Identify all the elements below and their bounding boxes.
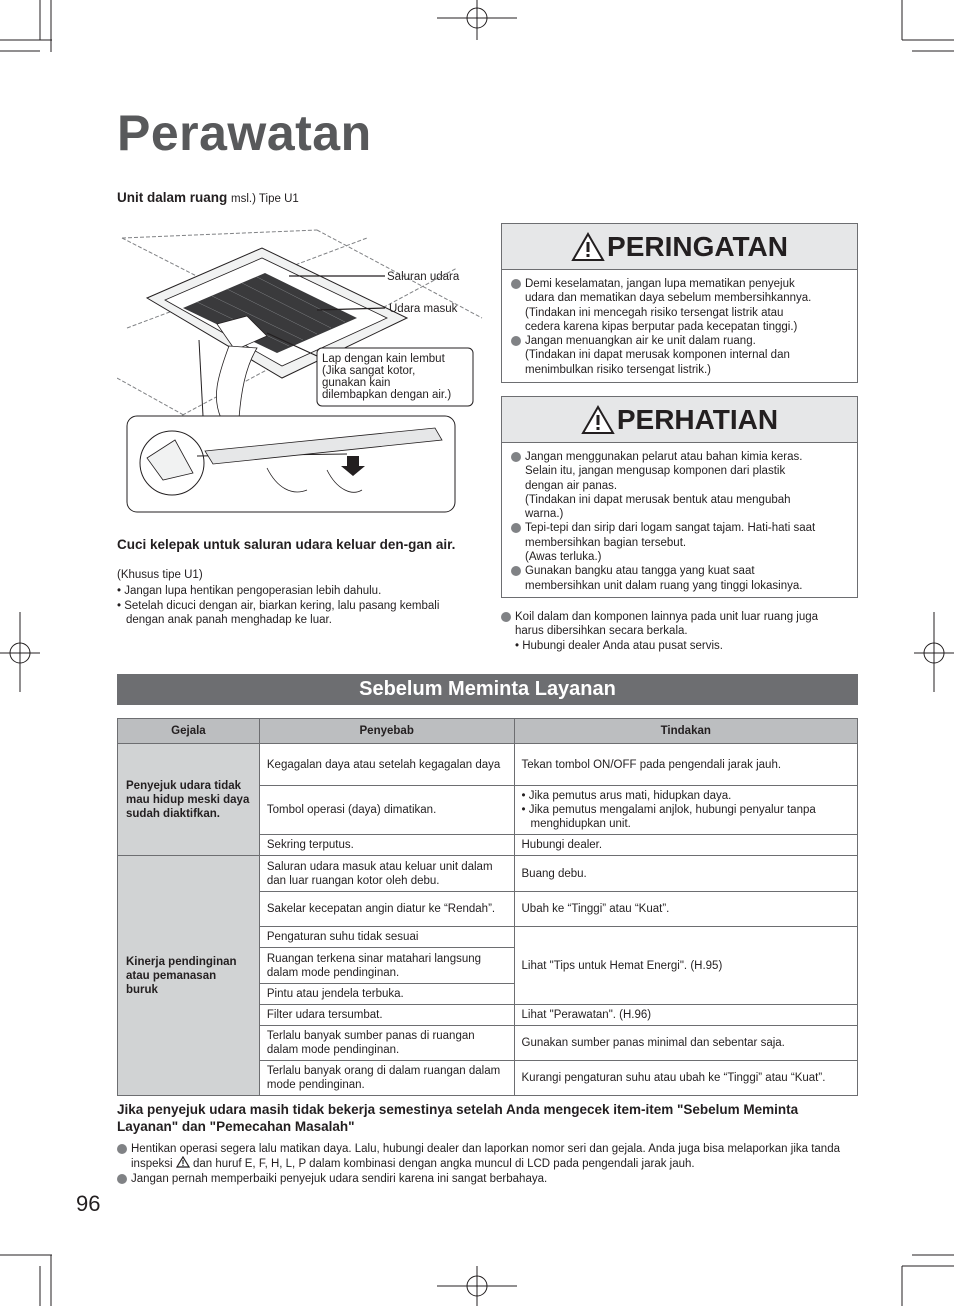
bullet-dot [511,566,521,576]
unit-heading-title: Unit dalam ruang [117,190,228,205]
list-item [511,277,848,334]
line: membersihkan unit dalam ruang yang tinggi lokasinya. [525,579,803,592]
indoor-unit-illustration [117,228,487,518]
table-row [118,856,858,892]
cause-cell: Tombol operasi (daya) dimatikan. [259,786,514,835]
bullet-dot [511,279,521,289]
line: • Hubungi dealer Anda atau pusat servis. [515,639,723,652]
bullet-dot [117,1174,127,1184]
line: (Tindakan ini dapat merusak komponen internal dan [525,349,790,362]
line: harus dibersihkan secara berkala. [515,625,688,638]
line: dengan air panas. [525,479,618,492]
cause-cell: Kegagalan daya atau setelah kegagalan daya [259,744,514,786]
line: Koil dalam dan komponen lainnya pada unit luar ruang juga [515,611,819,623]
symptom-cell: Kinerja pendinginan atau pemanasan buruk [118,856,260,1096]
clean-flap-heading: Cuci kelepak untuk saluran udara keluar den-gan air. [117,537,456,552]
coil-note [501,610,858,653]
caution-header [502,397,857,443]
list-item [117,1172,862,1186]
action-cell: Kurangi pengaturan suhu atau ubah ke “Tinggi” atau “Kuat”. [514,1061,858,1096]
action-line: • Jika pemutus mengalami anjlok, hubungi penyalur tanpa menghidupkan unit. [521,804,816,830]
unit-heading-sub: msl.) Tipe U1 [231,193,299,205]
warning-triangle-icon [571,232,605,262]
label-cloth-1: Lap dengan kain lembut [322,353,445,365]
caution-box [501,396,858,598]
page-title: Perawatan [117,105,372,161]
final-item2: Jangan pernah memperbaiki penyejuk udara sendiri karena ini sangat berbahaya. [131,1172,548,1185]
clean-flap-list [117,584,462,628]
list-item: • Jangan lupa hentikan pengoperasian lebih dahulu. [117,585,382,597]
line: Jangan menggunakan pelarut atau bahan kimia keras. [525,451,803,463]
line: menimbulkan risiko tersengat listrik.) [525,363,711,376]
column-header: Penyebab [259,719,514,744]
list-item [511,521,848,564]
line: Gunakan bangku atau tangga yang kuat saat [525,565,755,578]
table-header-row [118,719,858,744]
warning-header [502,224,857,270]
section-title: Sebelum Meminta Layanan [117,674,858,705]
warning-title: PERINGATAN [607,230,788,262]
line: Selain itu, jangan mengusap komponen dari plastik [525,465,786,478]
list-item [511,564,848,593]
final-list [117,1142,862,1186]
line: (Awas terluka.) [525,551,602,564]
bullet-dot [117,1144,127,1154]
line: Jangan menuangkan air ke unit dalam ruang. [525,335,756,348]
bullet-dot [511,452,521,462]
label-cloth-3: gunakan kain [322,377,391,389]
bullet-dot [501,612,511,622]
action-cell: Gunakan sumber panas minimal dan sebentar saja. [514,1026,858,1061]
column-header: Gejala [118,719,260,744]
page-number: 96 [76,1191,101,1216]
label-cloth-2: (Jika sangat kotor, [322,365,416,377]
cause-cell: Sekring terputus. [259,835,514,856]
final-item1-a: Hentikan operasi segera lalu matikan daya. Lalu, hubungi dealer dan laporkan nomor seri dan gejala. Anda juga bisa melaporkan jika tanda inspeksi [131,1143,840,1171]
list-item [511,334,848,377]
bullet-dot [511,336,521,346]
coil-note-item [501,610,858,653]
troubleshooting-table [117,718,858,1096]
cause-cell: Saluran udara masuk atau keluar unit dalam dan luar ruangan kotor oleh debu. [259,856,514,892]
column-header: Tindakan [514,719,858,744]
cause-cell: Pengaturan suhu tidak sesuai [259,927,514,948]
clean-flap-sub: (Khusus tipe U1) [117,569,203,581]
line: (Tindakan ini mencegah risiko tersengat listrik atau [525,306,784,319]
action-cell [514,786,858,835]
caution-title: PERHATIAN [616,403,779,435]
inspection-triangle-icon [176,1156,190,1168]
final-item1-b: dan huruf E, F, H, L, P dalam kombinasi dengan angka muncul di LCD pada pengendali jarak jauh. [192,1158,695,1171]
line: cedera karena kipas berputar pada kecepatan tinggi.) [525,320,798,333]
list-item [117,1142,862,1172]
label-air-inlet: Udara masuk [389,303,458,315]
cause-cell: Terlalu banyak sumber panas di ruangan dalam mode pendinginan. [259,1026,514,1061]
line: (Tindakan ini dapat merusak bentuk atau mengubah [525,493,791,506]
cause-cell: Ruangan terkena sinar matahari langsung dalam mode pendinginan. [259,948,514,984]
cause-cell: Sakelar kecepatan angin diatur ke “Rendah”. [259,892,514,927]
list-item: • Setelah dicuci dengan air, biarkan kering, lalu pasang kembali dengan anak panah menghadap ke luar. [117,599,440,626]
unit-heading [117,190,299,205]
line: Tepi-tepi dan sirip dari logam sangat tajam. Hati-hati saat [525,522,816,535]
cause-cell: Terlalu banyak orang di dalam ruangan dalam mode pendinginan. [259,1061,514,1096]
action-cell: Lihat "Tips untuk Hemat Energi". (H.95) [514,927,858,1005]
warning-list [502,270,857,383]
action-line: • Jika pemutus arus mati, hidupkan daya. [521,790,732,802]
line: membersihkan bagian tersebut. [525,536,687,549]
action-cell: Tekan tombol ON/OFF pada pengendali jarak jauh. [514,744,858,786]
list-item [511,450,848,521]
bullet-dot [511,523,521,533]
action-cell: Buang debu. [514,856,858,892]
line: warna.) [525,508,564,521]
line: udara dan mematikan daya sebelum membersihkannya. [525,292,812,305]
line: Demi keselamatan, jangan lupa mematikan penyejuk [525,278,795,290]
action-cell: Ubah ke “Tinggi” atau “Kuat”. [514,892,858,927]
cause-cell: Pintu atau jendela terbuka. [259,984,514,1005]
label-cloth-4: dilembapkan dengan air.) [322,389,452,401]
final-heading: Jika penyejuk udara masih tidak bekerja semestinya setelah Anda mengecek item-item "Sebelum Meminta Layanan" dan "Pemecahan Masalah" [117,1102,799,1134]
table-row [118,744,858,786]
cause-cell: Filter udara tersumbat. [259,1005,514,1026]
warning-triangle-icon [581,405,615,435]
action-cell: Hubungi dealer. [514,835,858,856]
symptom-cell: Penyejuk udara tidak mau hidup meski daya sudah diaktifkan. [118,744,260,856]
action-cell: Lihat "Perawatan". (H.96) [514,1005,858,1026]
label-air-outlet: Saluran udara [387,271,460,283]
warning-box [501,223,858,383]
caution-list [502,443,857,599]
